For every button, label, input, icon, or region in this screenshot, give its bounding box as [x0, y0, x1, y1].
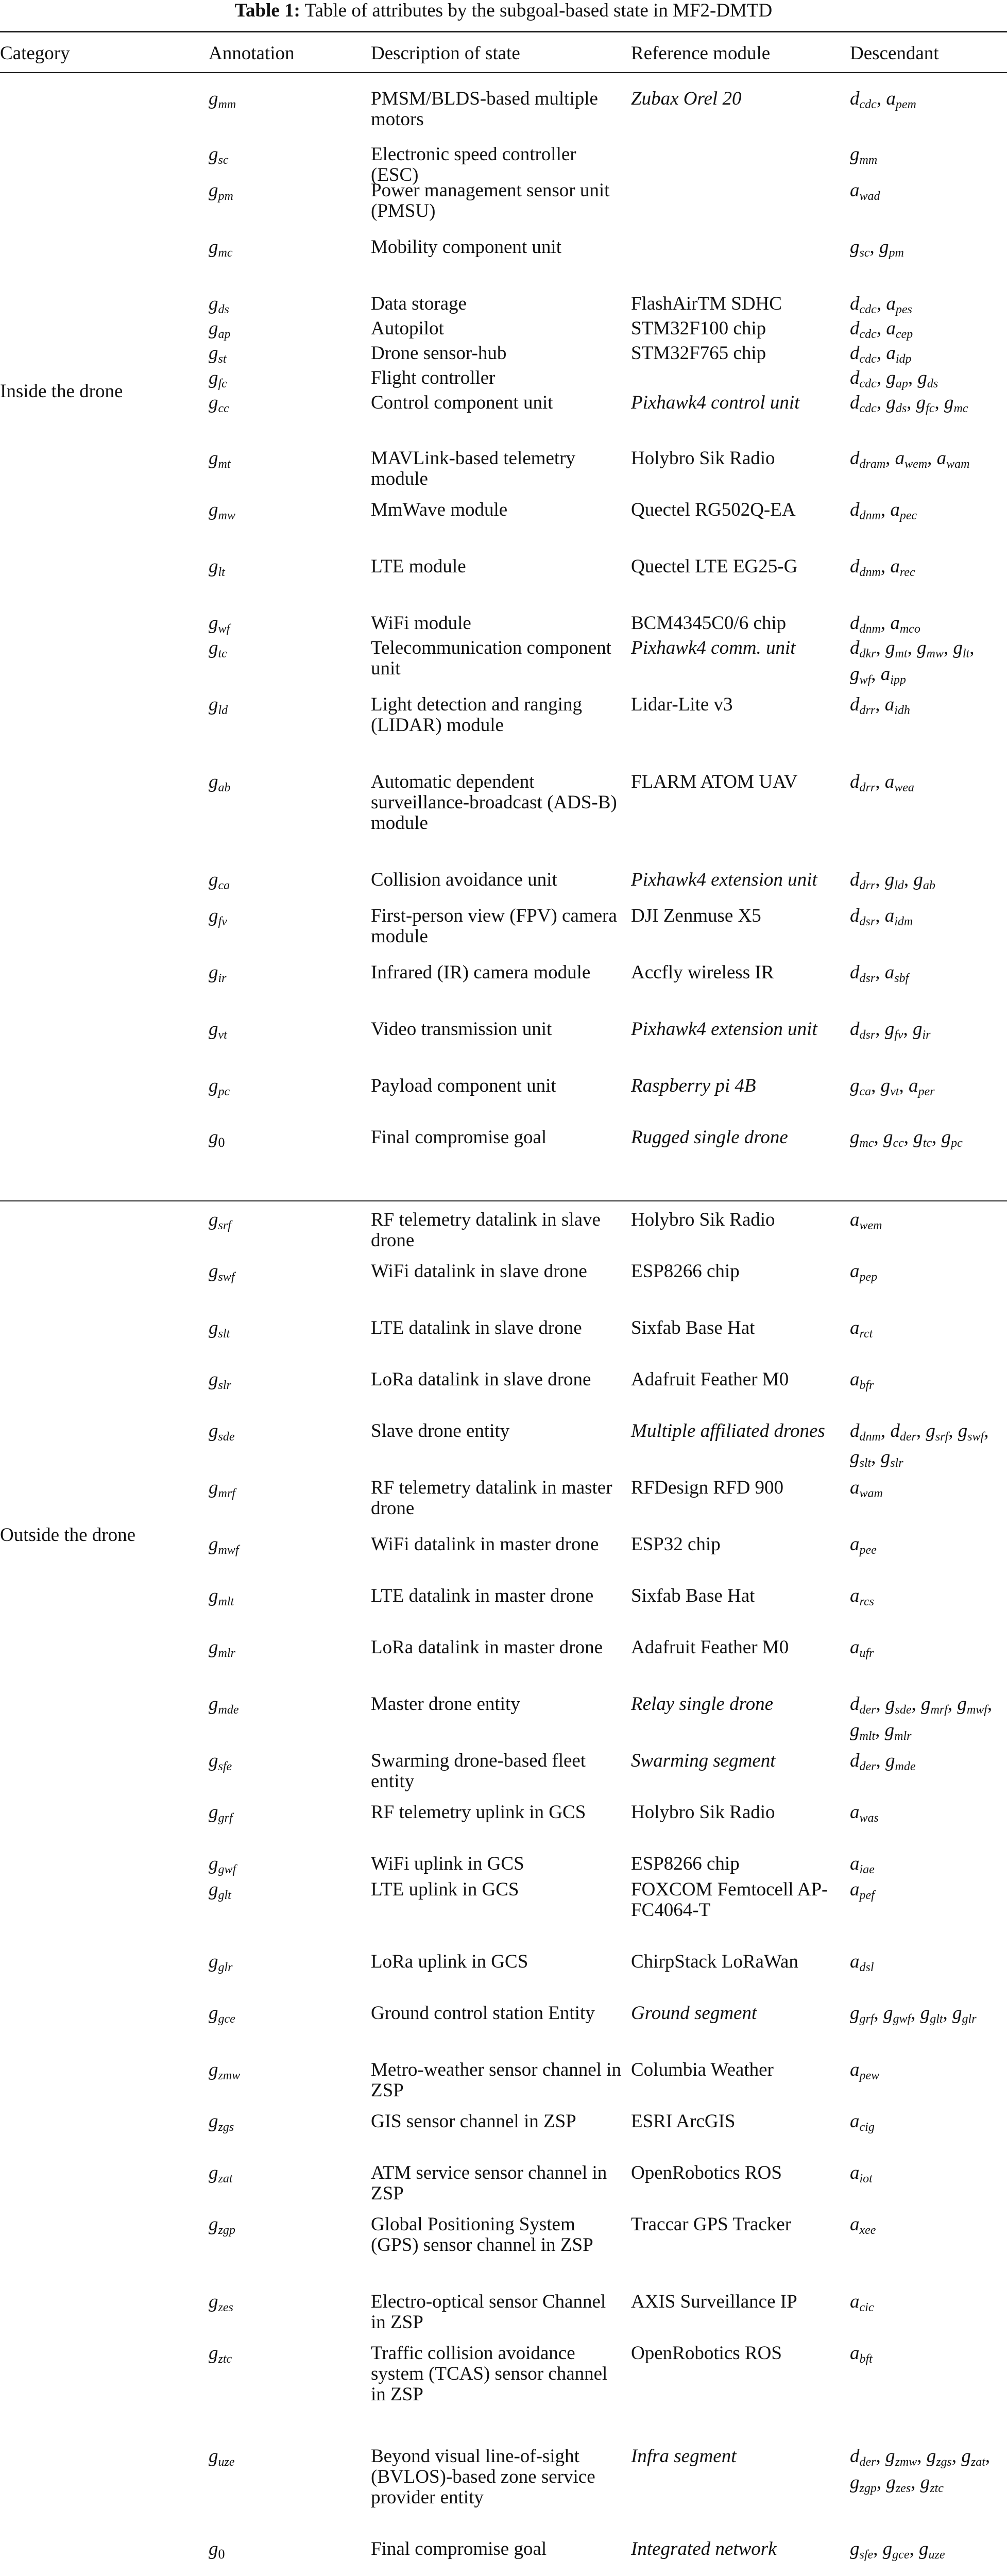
annotation-cell: $g_{mc}$	[209, 236, 233, 260]
descendant-cell: $g_{sc}$, $g_{pm}$	[850, 236, 904, 260]
reference-cell: Sixfab Base Hat	[631, 1317, 755, 1338]
description-cell: Payload component unit	[371, 1075, 556, 1096]
descendant-cell: $g_{grf}$, $g_{gwf}$, $g_{glt}$, $g_{glr}$	[850, 2003, 977, 2026]
descendant-cell: $g_{ca}$, $g_{vt}$, $a_{per}$	[850, 1075, 935, 1098]
caption-label: Table 1:	[234, 0, 300, 21]
category-inside: Inside the drone	[0, 381, 123, 402]
reference-cell: Swarming segment	[631, 1750, 776, 1771]
descendant-cell: $d_{drr}$, $a_{idh}$	[850, 694, 910, 717]
reference-cell: Holybro Sik Radio	[631, 448, 775, 469]
reference-cell: Zubax Orel 20	[631, 88, 742, 109]
descendant-cell: $d_{dkr}$, $g_{mt}$, $g_{mw}$, $g_{lt}$, $g_{wf}$, $a_{ipp}$	[850, 637, 975, 687]
reference-cell: Holybro Sik Radio	[631, 1209, 775, 1230]
description-cell: LoRa uplink in GCS	[371, 1951, 528, 1972]
reference-cell: ESP32 chip	[631, 1534, 721, 1555]
annotation-cell: $g_{ca}$	[209, 869, 230, 892]
annotation-cell: $g_{grf}$	[209, 1802, 233, 1825]
reference-cell: Columbia Weather	[631, 2059, 774, 2080]
description-cell: Mobility component unit	[371, 236, 561, 258]
description-cell: RF telemetry uplink in GCS	[371, 1802, 586, 1823]
description-cell: Metro-weather sensor channel in ZSP	[371, 2059, 621, 2101]
reference-cell: BCM4345C0/6 chip	[631, 613, 787, 634]
description-cell: PMSM/BLDS-based multiple motors	[371, 88, 598, 130]
reference-cell: Traccar GPS Tracker	[631, 2214, 792, 2235]
annotation-cell: $g_{pm}$	[209, 180, 233, 203]
reference-cell: RFDesign RFD 900	[631, 1477, 784, 1498]
category-outside: Outside the drone	[0, 1524, 136, 1546]
annotation-cell: $g_{st}$	[209, 343, 227, 366]
descendant-cell: $d_{drr}$, $g_{ld}$, $g_{ab}$	[850, 869, 935, 892]
reference-cell: Quectel RG502Q-EA	[631, 499, 796, 520]
description-cell: Control component unit	[371, 392, 553, 413]
description-cell: Final compromise goal	[371, 1127, 547, 1148]
annotation-cell: $g_{gce}$	[209, 2003, 235, 2026]
reference-cell: ESP8266 chip	[631, 1261, 740, 1282]
top-rule	[0, 31, 1007, 32]
reference-cell: DJI Zenmuse X5	[631, 905, 761, 926]
descendant-cell: $d_{dram}$, $a_{wem}$, $a_{wam}$	[850, 448, 970, 471]
reference-cell: FOXCOM Femtocell AP-FC4064-T	[631, 1879, 828, 1921]
description-cell: Swarming drone-based fleet entity	[371, 1750, 586, 1792]
reference-cell: FLARM ATOM UAV	[631, 771, 798, 792]
descendant-cell: $a_{wad}$	[850, 180, 880, 203]
annotation-cell: $g_{ld}$	[209, 694, 228, 717]
annotation-cell: $g_{ir}$	[209, 962, 227, 985]
description-cell: MAVLink-based telemetry module	[371, 448, 575, 489]
description-cell: RF telemetry datalink in master drone	[371, 1477, 612, 1519]
annotation-cell: $g_0$	[209, 2538, 225, 2562]
descendant-cell: $a_{rcs}$	[850, 1585, 874, 1608]
description-cell: Flight controller	[371, 367, 496, 388]
annotation-cell: $g_{ap}$	[209, 318, 231, 341]
description-cell: Traffic collision avoidance system (TCAS) sensor channel in ZSP	[371, 2343, 608, 2405]
descendant-cell: $a_{pef}$	[850, 1879, 875, 1902]
annotation-cell: $g_{zgs}$	[209, 2111, 234, 2134]
description-cell: Drone sensor-hub	[371, 343, 507, 364]
descendant-cell: $a_{pew}$	[850, 2059, 880, 2082]
section-rule	[0, 1200, 1007, 1201]
table-caption	[0, 0, 1007, 22]
header-rule	[0, 72, 1007, 73]
annotation-cell: $g_{wf}$	[209, 613, 230, 636]
reference-cell: Quectel LTE EG25-G	[631, 556, 798, 577]
annotation-cell: $g_0$	[209, 1127, 225, 1150]
annotation-cell: $g_{zmw}$	[209, 2059, 241, 2082]
descendant-cell: $d_{dnm}$, $a_{rec}$	[850, 556, 915, 579]
annotation-cell: $g_{vt}$	[209, 1019, 227, 1042]
descendant-cell: $d_{dsr}$, $g_{fv}$, $g_{ir}$	[850, 1019, 931, 1042]
description-cell: Infrared (IR) camera module	[371, 962, 591, 983]
caption-text: Table of attributes by the subgoal-based state in MF2-DMTD	[304, 0, 773, 21]
annotation-cell: $g_{pc}$	[209, 1075, 230, 1098]
reference-cell: Adafruit Feather M0	[631, 1637, 789, 1658]
descendant-cell: $d_{cdc}$, $g_{ds}$, $g_{fc}$, $g_{mc}$	[850, 392, 968, 415]
reference-cell: Infra segment	[631, 2446, 737, 2467]
descendant-cell: $d_{dsr}$, $a_{idm}$	[850, 905, 913, 928]
description-cell: Electro-optical sensor Channel in ZSP	[371, 2291, 606, 2333]
descendant-cell: $a_{pep}$	[850, 1261, 878, 1284]
descendant-cell: $a_{iae}$	[850, 1853, 875, 1876]
descendant-cell: $a_{wam}$	[850, 1477, 883, 1500]
descendant-cell: $g_{sfe}$, $g_{gce}$, $g_{uze}$	[850, 2538, 945, 2562]
descendant-cell: $d_{dnm}$, $a_{pec}$	[850, 499, 917, 522]
annotation-cell: $g_{uze}$	[209, 2446, 235, 2469]
reference-cell: OpenRobotics ROS	[631, 2162, 782, 2183]
descendant-cell: $a_{iot}$	[850, 2162, 873, 2185]
reference-cell: Accfly wireless IR	[631, 962, 774, 983]
annotation-cell: $g_{fc}$	[209, 367, 227, 391]
reference-cell: Multiple affiliated drones	[631, 1420, 825, 1442]
reference-cell: Sixfab Base Hat	[631, 1585, 755, 1606]
description-cell: LTE datalink in master drone	[371, 1585, 594, 1606]
description-cell: ATM service sensor channel in ZSP	[371, 2162, 607, 2204]
reference-cell: Pixhawk4 extension unit	[631, 1019, 817, 1040]
reference-cell: Raspberry pi 4B	[631, 1075, 756, 1096]
header-reference: Reference module	[631, 43, 771, 64]
annotation-cell: $g_{glr}$	[209, 1951, 233, 1974]
annotation-cell: $g_{ds}$	[209, 293, 229, 316]
descendant-cell: $d_{dnm}$, $d_{der}$, $g_{srf}$, $g_{swf}$, $g_{slt}$, $g_{slr}$	[850, 1420, 989, 1470]
annotation-cell: $g_{glt}$	[209, 1879, 231, 1902]
annotation-cell: $g_{zgp}$	[209, 2214, 235, 2237]
annotation-cell: $g_{sfe}$	[209, 1750, 232, 1773]
header-description: Description of state	[371, 43, 520, 64]
reference-cell: Pixhawk4 extension unit	[631, 869, 817, 890]
reference-cell: STM32F765 chip	[631, 343, 766, 364]
descendant-cell: $a_{rct}$	[850, 1317, 873, 1341]
annotation-cell: $g_{mde}$	[209, 1693, 239, 1717]
annotation-cell: $g_{sde}$	[209, 1420, 235, 1444]
annotation-cell: $g_{slr}$	[209, 1369, 231, 1392]
description-cell: Electronic speed controller (ESC)	[371, 144, 576, 185]
annotation-cell: $g_{tc}$	[209, 637, 227, 660]
descendant-cell: $d_{cdc}$, $a_{pem}$	[850, 88, 916, 111]
description-cell: LTE datalink in slave drone	[371, 1317, 582, 1338]
annotation-cell: $g_{cc}$	[209, 392, 229, 415]
descendant-cell: $a_{wem}$	[850, 1209, 882, 1232]
descendant-cell: $g_{mm}$	[850, 144, 878, 167]
description-cell: First-person view (FPV) camera module	[371, 905, 617, 947]
descendant-cell: $a_{cic}$	[850, 2291, 874, 2314]
descendant-cell: $a_{dsl}$	[850, 1951, 874, 1974]
annotation-cell: $g_{ab}$	[209, 771, 231, 794]
annotation-cell: $g_{gwf}$	[209, 1853, 236, 1876]
annotation-cell: $g_{zat}$	[209, 2162, 233, 2185]
description-cell: WiFi module	[371, 613, 471, 634]
descendant-cell: $d_{der}$, $g_{mde}$	[850, 1750, 916, 1773]
reference-cell: ChirpStack LoRaWan	[631, 1951, 798, 1972]
reference-cell: FlashAirTM SDHC	[631, 293, 782, 314]
descendant-cell: $a_{cig}$	[850, 2111, 875, 2134]
annotation-cell: $g_{mlr}$	[209, 1637, 235, 1660]
descendant-cell: $d_{der}$, $g_{sde}$, $g_{mrf}$, $g_{mwf}$, $g_{mlt}$, $g_{mlr}$	[850, 1693, 993, 1743]
reference-cell: Lidar-Lite v3	[631, 694, 733, 715]
descendant-cell: $d_{dsr}$, $a_{sbf}$	[850, 962, 909, 985]
description-cell: WiFi uplink in GCS	[371, 1853, 524, 1874]
descendant-cell: $d_{cdc}$, $a_{cep}$	[850, 318, 913, 341]
descendant-cell: $a_{pee}$	[850, 1534, 877, 1557]
description-cell: Global Positioning System (GPS) sensor channel in ZSP	[371, 2214, 593, 2256]
reference-cell: Holybro Sik Radio	[631, 1802, 775, 1823]
description-cell: MmWave module	[371, 499, 508, 520]
reference-cell: Ground segment	[631, 2003, 757, 2024]
descendant-cell: $d_{dnm}$, $a_{mco}$	[850, 613, 920, 636]
description-cell: Beyond visual line-of-sight (BVLOS)-based zone service provider entity	[371, 2446, 595, 2508]
description-cell: LoRa datalink in slave drone	[371, 1369, 591, 1390]
reference-cell: AXIS Surveillance IP	[631, 2291, 797, 2312]
descendant-cell: $a_{xee}$	[850, 2214, 876, 2237]
reference-cell: Pixhawk4 comm. unit	[631, 637, 796, 658]
description-cell: LoRa datalink in master drone	[371, 1637, 603, 1658]
annotation-cell: $g_{mwf}$	[209, 1534, 239, 1557]
annotation-cell: $g_{mw}$	[209, 499, 235, 522]
description-cell: Ground control station Entity	[371, 2003, 595, 2024]
annotation-cell: $g_{mlt}$	[209, 1585, 234, 1608]
description-cell: Autopilot	[371, 318, 444, 339]
annotation-cell: $g_{lt}$	[209, 556, 225, 579]
description-cell: Slave drone entity	[371, 1420, 510, 1442]
descendant-cell: $g_{mc}$, $g_{cc}$, $g_{tc}$, $g_{pc}$	[850, 1127, 963, 1150]
description-cell: Final compromise goal	[371, 2538, 547, 2560]
description-cell: WiFi datalink in master drone	[371, 1534, 599, 1555]
reference-cell: Relay single drone	[631, 1693, 774, 1715]
description-cell: Light detection and ranging (LIDAR) module	[371, 694, 582, 736]
header-annotation: Annotation	[209, 43, 295, 64]
descendant-cell: $d_{cdc}$, $g_{ap}$, $g_{ds}$	[850, 367, 938, 391]
description-cell: GIS sensor channel in ZSP	[371, 2111, 576, 2132]
annotation-cell: $g_{srf}$	[209, 1209, 231, 1232]
reference-cell: STM32F100 chip	[631, 318, 766, 339]
annotation-cell: $g_{mt}$	[209, 448, 231, 471]
description-cell: Master drone entity	[371, 1693, 520, 1715]
description-cell: LTE module	[371, 556, 466, 577]
description-cell: Video transmission unit	[371, 1019, 552, 1040]
descendant-cell: $d_{cdc}$, $a_{pes}$	[850, 293, 912, 316]
reference-cell: ESRI ArcGIS	[631, 2111, 736, 2132]
annotation-cell: $g_{swf}$	[209, 1261, 235, 1284]
description-cell: Collision avoidance unit	[371, 869, 557, 890]
descendant-cell: $d_{der}$, $g_{zmw}$, $g_{zgs}$, $g_{zat}$, $g_{zgp}$, $g_{zes}$, $g_{ztc}$	[850, 2446, 991, 2495]
description-cell: Telecommunication component unit	[371, 637, 611, 679]
annotation-cell: $g_{zes}$	[209, 2291, 233, 2314]
description-cell: Automatic dependent surveillance-broadcast (ADS-B) module	[371, 771, 617, 834]
reference-cell: Adafruit Feather M0	[631, 1369, 789, 1390]
description-cell: LTE uplink in GCS	[371, 1879, 519, 1900]
header-category: Category	[0, 43, 70, 64]
annotation-cell: $g_{mm}$	[209, 88, 236, 111]
description-cell: Data storage	[371, 293, 467, 314]
descendant-cell: $a_{was}$	[850, 1802, 879, 1825]
descendant-cell: $a_{bfr}$	[850, 1369, 874, 1392]
reference-cell: ESP8266 chip	[631, 1853, 740, 1874]
descendant-cell: $a_{bft}$	[850, 2343, 873, 2366]
description-cell: RF telemetry datalink in slave drone	[371, 1209, 601, 1251]
reference-cell: OpenRobotics ROS	[631, 2343, 782, 2364]
annotation-cell: $g_{mrf}$	[209, 1477, 235, 1500]
descendant-cell: $a_{ufr}$	[850, 1637, 874, 1660]
annotation-cell: $g_{slt}$	[209, 1317, 230, 1341]
annotation-cell: $g_{fv}$	[209, 905, 227, 928]
description-cell: Power management sensor unit (PMSU)	[371, 180, 610, 222]
descendant-cell: $d_{drr}$, $a_{wea}$	[850, 771, 914, 794]
reference-cell: Rugged single drone	[631, 1127, 788, 1148]
reference-cell: Integrated network	[631, 2538, 777, 2560]
descendant-cell: $d_{cdc}$, $a_{idp}$	[850, 343, 912, 366]
annotation-cell: $g_{sc}$	[209, 144, 229, 167]
annotation-cell: $g_{ztc}$	[209, 2343, 232, 2366]
description-cell: WiFi datalink in slave drone	[371, 1261, 587, 1282]
header-descendant: Descendant	[850, 43, 939, 64]
reference-cell: Pixhawk4 control unit	[631, 392, 800, 413]
